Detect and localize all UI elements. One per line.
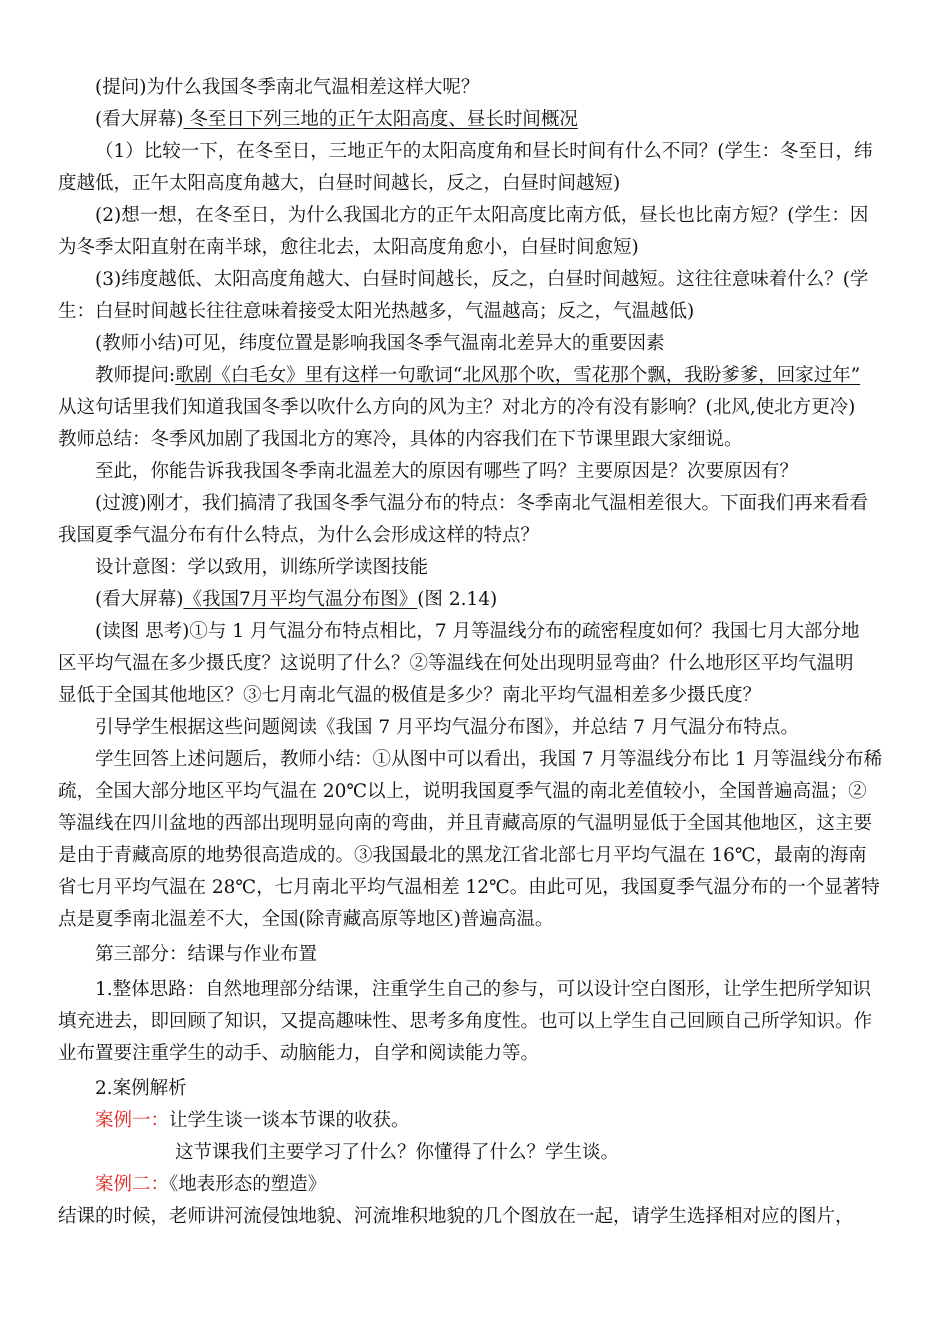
text-span: (读图 思考)①与 1 月气温分布特点相比，7 月等温线分布的疏密程度如何？我国七月大部分地 <box>95 621 860 642</box>
paragraph-teacher-question-line <box>58 360 900 392</box>
text-span: 《地表形态的塑造》 <box>169 1174 327 1195</box>
text-span: 填充进去，即回顾了知识，又提高趣味性、思考多角度性。也可以上学生自己回顾自己所学知识。作 <box>58 1011 873 1032</box>
paragraph-line <box>58 456 900 488</box>
text-span: 至此，你能告诉我我国冬季南北温差大的原因有哪些了吗？主要原因是？次要原因有？ <box>95 461 799 482</box>
text-span: (看大屏幕) <box>95 589 184 610</box>
paragraph-line <box>58 1038 900 1070</box>
text-span: 显低于全国其他地区？③七月南北气温的极值是多少？南北平均气温相差多少摄氏度？ <box>58 685 762 706</box>
underlined-lyric: 歌剧《白毛女》里有这样一句歌词“北风那个吹，雪花那个飘，我盼爹爹，回家过年” <box>175 365 861 386</box>
text-span: (过渡)刚才，我们搞清了我国冬季气温分布的特点：冬季南北气温相差很大。下面我们再来看看 <box>95 493 868 514</box>
paragraph-line <box>58 1137 900 1169</box>
case-two-line <box>58 1169 900 1201</box>
text-span: （1）比较一下，在冬至日，三地正午的太阳高度角和昼长时间有什么不同？(学生：冬至日，纬 <box>95 141 873 162</box>
paragraph-line <box>58 776 900 808</box>
paragraph-line <box>58 744 900 776</box>
text-span: 教师提问: <box>95 365 176 386</box>
paragraph-line <box>58 974 900 1006</box>
text-span: 2.案例解析 <box>95 1078 187 1099</box>
paragraph-line <box>58 1201 900 1233</box>
text-span: 业布置要注重学生的动手、动脑能力，自学和阅读能力等。 <box>58 1043 540 1064</box>
underlined-title: 冬至日下列三地的正午太阳高度、昼长时间概况 <box>183 109 578 130</box>
paragraph-line <box>58 712 900 744</box>
text-span: 省七月平均气温在 28℃，七月南北平均气温相差 12℃。由此可见，我国夏季气温分布的一个显著特 <box>58 877 880 898</box>
paragraph-line <box>58 680 900 712</box>
text-span: 度越低，正午太阳高度角越大，白昼时间越长，反之，白昼时间越短) <box>58 173 621 194</box>
case-one-line <box>58 1105 900 1137</box>
paragraph-line <box>58 392 900 424</box>
paragraph-line <box>58 136 900 168</box>
paragraph-line <box>58 168 900 200</box>
paragraph-question-line <box>58 72 900 104</box>
text-span: 第三部分：结课与作业布置 <box>95 944 318 965</box>
case-label: 案例一： <box>95 1110 170 1131</box>
paragraph-line <box>58 424 900 456</box>
text-span: 等温线在四川盆地的西部出现明显向南的弯曲，并且青藏高原的气温明显低于全国其他地区，这主要 <box>58 813 873 834</box>
text-span: 教师总结：冬季风加剧了我国北方的寒冷，具体的内容我们在下节课里跟大家细说。 <box>58 429 743 450</box>
text-span: 区平均气温在多少摄氏度？这说明了什么？②等温线在何处出现明显弯曲？什么地形区平均气温明 <box>58 653 854 674</box>
text-span: 学生回答上述问题后，教师小结：①从图中可以看出，我国 7 月等温线分布比 1 月等温线分布稀 <box>95 749 883 770</box>
paragraph-screen-title-line <box>58 104 900 136</box>
paragraph-line <box>58 264 900 296</box>
paragraph-line <box>58 488 900 520</box>
subsection-heading <box>58 1073 900 1105</box>
paragraph-line <box>58 200 900 232</box>
text-span: 生：白昼时间越长往往意味着接受太阳光热越多，气温越高；反之，气温越低) <box>58 301 695 322</box>
paragraph-line <box>58 840 900 872</box>
paragraph-line <box>58 616 900 648</box>
text-span: 1.整体思路：自然地理部分结课，注重学生自己的参与，可以设计空白图形，让学生把所学知识 <box>95 979 872 1000</box>
text-span: 结课的时候，老师讲河流侵蚀地貌、河流堆积地貌的几个图放在一起，请学生选择相对应的图片， <box>58 1206 854 1227</box>
text-span: 我国夏季气温分布有什么特点，为什么会形成这样的特点？ <box>58 525 540 546</box>
paragraph-line <box>58 296 900 328</box>
text-span: (3)纬度越低、太阳高度角越大、白昼时间越长，反之，白昼时间越短。这往往意味着什么？(学 <box>95 269 869 290</box>
paragraph-line <box>58 1006 900 1038</box>
text-span: 设计意图：学以致用，训练所学读图技能 <box>95 557 429 578</box>
case-label: 案例二： <box>95 1174 170 1195</box>
text-span: 这节课我们主要学习了什么？你懂得了什么？学生谈。 <box>175 1142 620 1163</box>
paragraph-line <box>58 904 900 936</box>
text-span: (2)想一想，在冬至日，为什么我国北方的正午太阳高度比南方低，昼长也比南方短？(学生：因 <box>95 205 869 226</box>
text-span: 点是夏季南北温差不大，全国(除青藏高原等地区)普遍高温。 <box>58 909 554 930</box>
document-body <box>58 72 900 1233</box>
text-span: 是由于青藏高原的地势很高造成的。③我国最北的黑龙江省北部七月平均气温在 16℃，最南的海南 <box>58 845 867 866</box>
text-span: (提问)为什么我国冬季南北气温相差这样大呢？ <box>95 77 480 98</box>
paragraph-line <box>58 872 900 904</box>
text-span: 从这句话里我们知道我国冬季以吹什么方向的风为主？对北方的冷有没有影响？(北风,使北方更冷) <box>58 397 856 418</box>
paragraph-line <box>58 520 900 552</box>
text-span: 引导学生根据这些问题阅读《我国 7 月平均气温分布图》，并总结 7 月气温分布特点。 <box>95 717 799 738</box>
underlined-map-title: 《我国7月平均气温分布图》 <box>183 589 418 610</box>
paragraph-line <box>58 808 900 840</box>
text-span: 疏，全国大部分地区平均气温在 20℃以上，说明我国夏季气温的南北差值较小，全国普遍高温；② <box>58 781 867 802</box>
section-heading <box>58 939 900 971</box>
paragraph-line <box>58 648 900 680</box>
paragraph-line <box>58 552 900 584</box>
text-span: 让学生谈一谈本节课的收获。 <box>169 1110 410 1131</box>
paragraph-map-title-line <box>58 584 900 616</box>
text-span: (图 2.14) <box>417 589 498 610</box>
paragraph-line <box>58 328 900 360</box>
paragraph-line <box>58 232 900 264</box>
text-span: (教师小结)可见，纬度位置是影响我国冬季气温南北差异大的重要因素 <box>95 333 665 354</box>
text-span: 为冬季太阳直射在南半球，愈往北去，太阳高度角愈小，白昼时间愈短) <box>58 237 639 258</box>
text-span: (看大屏幕) <box>95 109 184 130</box>
